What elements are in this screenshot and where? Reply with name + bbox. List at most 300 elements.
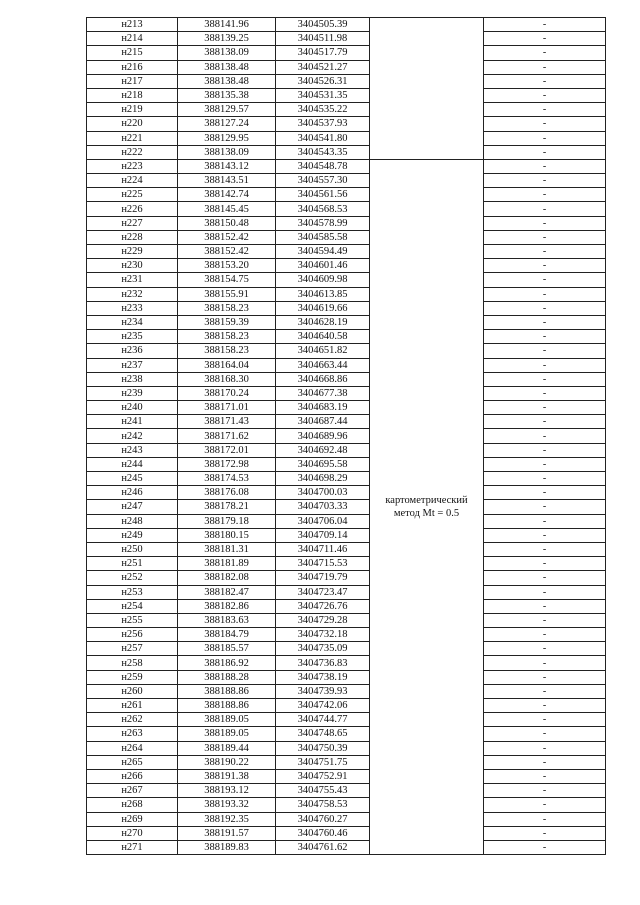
- error-cell: -: [484, 642, 606, 656]
- table-row: [87, 32, 606, 46]
- method-accuracy: метод Mt = 0.5: [393, 507, 460, 519]
- x-coordinate-cell: 388189.44: [178, 741, 276, 755]
- table-row: [87, 599, 606, 613]
- error-cell: -: [484, 585, 606, 599]
- y-coordinate-cell: 3404677.38: [276, 386, 370, 400]
- y-coordinate-cell: 3404511.98: [276, 32, 370, 46]
- x-coordinate-cell: 388189.05: [178, 713, 276, 727]
- table-row: [87, 131, 606, 145]
- error-cell: -: [484, 514, 606, 528]
- point-name-cell: н230: [87, 259, 178, 273]
- error-cell: -: [484, 188, 606, 202]
- x-coordinate-cell: 388152.42: [178, 245, 276, 259]
- y-coordinate-cell: 3404709.14: [276, 528, 370, 542]
- error-cell: -: [484, 60, 606, 74]
- x-coordinate-cell: 388184.79: [178, 628, 276, 642]
- x-coordinate-cell: 388138.48: [178, 60, 276, 74]
- x-coordinate-cell: 388180.15: [178, 528, 276, 542]
- table-row: [87, 755, 606, 769]
- method-cell-empty: [370, 18, 484, 160]
- error-cell: -: [484, 542, 606, 556]
- y-coordinate-cell: 3404735.09: [276, 642, 370, 656]
- point-name-cell: н238: [87, 372, 178, 386]
- point-name-cell: н244: [87, 457, 178, 471]
- table-row: [87, 401, 606, 415]
- x-coordinate-cell: 388142.74: [178, 188, 276, 202]
- x-coordinate-cell: 388138.09: [178, 46, 276, 60]
- table-row: [87, 784, 606, 798]
- error-cell: -: [484, 386, 606, 400]
- y-coordinate-cell: 3404750.39: [276, 741, 370, 755]
- x-coordinate-cell: 388129.57: [178, 103, 276, 117]
- x-coordinate-cell: 388154.75: [178, 273, 276, 287]
- point-name-cell: н213: [87, 18, 178, 32]
- point-name-cell: н257: [87, 642, 178, 656]
- y-coordinate-cell: 3404683.19: [276, 401, 370, 415]
- table-row: [87, 386, 606, 400]
- error-cell: -: [484, 315, 606, 329]
- error-cell: -: [484, 812, 606, 826]
- x-coordinate-cell: 388172.01: [178, 443, 276, 457]
- point-name-cell: н242: [87, 429, 178, 443]
- table-row: [87, 287, 606, 301]
- error-cell: -: [484, 727, 606, 741]
- point-name-cell: н251: [87, 557, 178, 571]
- error-cell: -: [484, 415, 606, 429]
- table-row: [87, 259, 606, 273]
- point-name-cell: н256: [87, 628, 178, 642]
- point-name-cell: н217: [87, 74, 178, 88]
- point-name-cell: н234: [87, 315, 178, 329]
- x-coordinate-cell: 388189.83: [178, 840, 276, 854]
- point-name-cell: н259: [87, 670, 178, 684]
- error-cell: -: [484, 599, 606, 613]
- table-row: [87, 613, 606, 627]
- y-coordinate-cell: 3404609.98: [276, 273, 370, 287]
- table-row: [87, 840, 606, 854]
- point-name-cell: н233: [87, 301, 178, 315]
- x-coordinate-cell: 388145.45: [178, 202, 276, 216]
- x-coordinate-cell: 388193.12: [178, 784, 276, 798]
- y-coordinate-cell: 3404537.93: [276, 117, 370, 131]
- point-name-cell: н227: [87, 216, 178, 230]
- x-coordinate-cell: 388188.86: [178, 684, 276, 698]
- table-row: [87, 315, 606, 329]
- table-row: [87, 500, 606, 514]
- y-coordinate-cell: 3404706.04: [276, 514, 370, 528]
- table-row: [87, 557, 606, 571]
- y-coordinate-cell: 3404628.19: [276, 315, 370, 329]
- y-coordinate-cell: 3404557.30: [276, 174, 370, 188]
- error-cell: -: [484, 287, 606, 301]
- y-coordinate-cell: 3404692.48: [276, 443, 370, 457]
- x-coordinate-cell: 388158.23: [178, 344, 276, 358]
- error-cell: -: [484, 103, 606, 117]
- point-name-cell: н247: [87, 500, 178, 514]
- point-name-cell: н223: [87, 159, 178, 173]
- point-name-cell: н248: [87, 514, 178, 528]
- error-cell: -: [484, 528, 606, 542]
- error-cell: -: [484, 699, 606, 713]
- point-name-cell: н262: [87, 713, 178, 727]
- table-row: [87, 358, 606, 372]
- error-cell: -: [484, 18, 606, 32]
- error-cell: -: [484, 202, 606, 216]
- error-cell: -: [484, 500, 606, 514]
- y-coordinate-cell: 3404505.39: [276, 18, 370, 32]
- point-name-cell: н255: [87, 613, 178, 627]
- y-coordinate-cell: 3404732.18: [276, 628, 370, 642]
- table-row: [87, 372, 606, 386]
- y-coordinate-cell: 3404535.22: [276, 103, 370, 117]
- x-coordinate-cell: 388190.22: [178, 755, 276, 769]
- error-cell: -: [484, 741, 606, 755]
- table-row: [87, 642, 606, 656]
- x-coordinate-cell: 388143.51: [178, 174, 276, 188]
- table-row: [87, 273, 606, 287]
- y-coordinate-cell: 3404744.77: [276, 713, 370, 727]
- y-coordinate-cell: 3404761.62: [276, 840, 370, 854]
- x-coordinate-cell: 388172.98: [178, 457, 276, 471]
- table-row: [87, 245, 606, 259]
- y-coordinate-cell: 3404594.49: [276, 245, 370, 259]
- y-coordinate-cell: 3404651.82: [276, 344, 370, 358]
- point-name-cell: н267: [87, 784, 178, 798]
- table-row: [87, 60, 606, 74]
- point-name-cell: н224: [87, 174, 178, 188]
- point-name-cell: н216: [87, 60, 178, 74]
- error-cell: -: [484, 88, 606, 102]
- point-name-cell: н229: [87, 245, 178, 259]
- error-cell: -: [484, 344, 606, 358]
- table-row: [87, 812, 606, 826]
- table-row: [87, 684, 606, 698]
- point-name-cell: н252: [87, 571, 178, 585]
- error-cell: -: [484, 301, 606, 315]
- error-cell: -: [484, 840, 606, 854]
- table-row: [87, 344, 606, 358]
- coordinates-table-body: [87, 18, 606, 855]
- table-row: [87, 699, 606, 713]
- table-row: [87, 429, 606, 443]
- method-cell: [370, 159, 484, 854]
- y-coordinate-cell: 3404700.03: [276, 486, 370, 500]
- x-coordinate-cell: 388182.47: [178, 585, 276, 599]
- table-row: [87, 230, 606, 244]
- x-coordinate-cell: 388171.01: [178, 401, 276, 415]
- point-name-cell: н235: [87, 330, 178, 344]
- table-row: [87, 472, 606, 486]
- y-coordinate-cell: 3404517.79: [276, 46, 370, 60]
- point-name-cell: н249: [87, 528, 178, 542]
- table-row: [87, 670, 606, 684]
- error-cell: -: [484, 330, 606, 344]
- error-cell: -: [484, 798, 606, 812]
- x-coordinate-cell: 388164.04: [178, 358, 276, 372]
- x-coordinate-cell: 388171.62: [178, 429, 276, 443]
- y-coordinate-cell: 3404663.44: [276, 358, 370, 372]
- table-row: [87, 103, 606, 117]
- error-cell: -: [484, 372, 606, 386]
- method-name: картометрический: [385, 494, 468, 506]
- error-cell: -: [484, 457, 606, 471]
- error-cell: -: [484, 628, 606, 642]
- y-coordinate-cell: 3404689.96: [276, 429, 370, 443]
- table-row: [87, 542, 606, 556]
- y-coordinate-cell: 3404640.58: [276, 330, 370, 344]
- error-cell: -: [484, 159, 606, 173]
- x-coordinate-cell: 388181.89: [178, 557, 276, 571]
- table-row: [87, 457, 606, 471]
- point-name-cell: н225: [87, 188, 178, 202]
- x-coordinate-cell: 388138.09: [178, 145, 276, 159]
- error-cell: -: [484, 486, 606, 500]
- error-cell: -: [484, 216, 606, 230]
- error-cell: -: [484, 826, 606, 840]
- error-cell: -: [484, 32, 606, 46]
- point-name-cell: н269: [87, 812, 178, 826]
- x-coordinate-cell: 388158.23: [178, 330, 276, 344]
- table-row: [87, 188, 606, 202]
- table-row: [87, 826, 606, 840]
- table-row: [87, 18, 606, 32]
- coordinates-table: [86, 17, 606, 855]
- point-name-cell: н270: [87, 826, 178, 840]
- error-cell: -: [484, 145, 606, 159]
- x-coordinate-cell: 388135.38: [178, 88, 276, 102]
- x-coordinate-cell: 388189.05: [178, 727, 276, 741]
- table-row: [87, 727, 606, 741]
- table-row: [87, 585, 606, 599]
- y-coordinate-cell: 3404729.28: [276, 613, 370, 627]
- point-name-cell: н250: [87, 542, 178, 556]
- point-name-cell: н220: [87, 117, 178, 131]
- error-cell: -: [484, 273, 606, 287]
- point-name-cell: н237: [87, 358, 178, 372]
- y-coordinate-cell: 3404738.19: [276, 670, 370, 684]
- point-name-cell: н231: [87, 273, 178, 287]
- table-row: [87, 415, 606, 429]
- point-name-cell: н232: [87, 287, 178, 301]
- table-row: [87, 656, 606, 670]
- point-name-cell: н268: [87, 798, 178, 812]
- error-cell: -: [484, 259, 606, 273]
- x-coordinate-cell: 388186.92: [178, 656, 276, 670]
- x-coordinate-cell: 388174.53: [178, 472, 276, 486]
- x-coordinate-cell: 388159.39: [178, 315, 276, 329]
- x-coordinate-cell: 388150.48: [178, 216, 276, 230]
- x-coordinate-cell: 388182.08: [178, 571, 276, 585]
- table-row: [87, 159, 606, 173]
- error-cell: -: [484, 230, 606, 244]
- error-cell: -: [484, 117, 606, 131]
- x-coordinate-cell: 388192.35: [178, 812, 276, 826]
- error-cell: -: [484, 571, 606, 585]
- x-coordinate-cell: 388181.31: [178, 542, 276, 556]
- point-name-cell: н222: [87, 145, 178, 159]
- x-coordinate-cell: 388176.08: [178, 486, 276, 500]
- point-name-cell: н239: [87, 386, 178, 400]
- error-cell: -: [484, 74, 606, 88]
- table-row: [87, 514, 606, 528]
- x-coordinate-cell: 388188.86: [178, 699, 276, 713]
- point-name-cell: н219: [87, 103, 178, 117]
- x-coordinate-cell: 388182.86: [178, 599, 276, 613]
- point-name-cell: н236: [87, 344, 178, 358]
- error-cell: -: [484, 131, 606, 145]
- point-name-cell: н226: [87, 202, 178, 216]
- point-name-cell: н218: [87, 88, 178, 102]
- y-coordinate-cell: 3404526.31: [276, 74, 370, 88]
- x-coordinate-cell: 388158.23: [178, 301, 276, 315]
- table-row: [87, 443, 606, 457]
- point-name-cell: н261: [87, 699, 178, 713]
- error-cell: -: [484, 174, 606, 188]
- error-cell: -: [484, 784, 606, 798]
- y-coordinate-cell: 3404752.91: [276, 769, 370, 783]
- table-row: [87, 741, 606, 755]
- point-name-cell: н263: [87, 727, 178, 741]
- table-row: [87, 769, 606, 783]
- error-cell: -: [484, 713, 606, 727]
- error-cell: -: [484, 613, 606, 627]
- point-name-cell: н240: [87, 401, 178, 415]
- error-cell: -: [484, 684, 606, 698]
- x-coordinate-cell: 388188.28: [178, 670, 276, 684]
- y-coordinate-cell: 3404723.47: [276, 585, 370, 599]
- x-coordinate-cell: 388155.91: [178, 287, 276, 301]
- error-cell: -: [484, 670, 606, 684]
- y-coordinate-cell: 3404715.53: [276, 557, 370, 571]
- x-coordinate-cell: 388185.57: [178, 642, 276, 656]
- coordinates-sheet: [86, 17, 606, 855]
- table-row: [87, 117, 606, 131]
- error-cell: -: [484, 443, 606, 457]
- point-name-cell: н221: [87, 131, 178, 145]
- y-coordinate-cell: 3404703.33: [276, 500, 370, 514]
- x-coordinate-cell: 388129.95: [178, 131, 276, 145]
- point-name-cell: н264: [87, 741, 178, 755]
- point-name-cell: н228: [87, 230, 178, 244]
- y-coordinate-cell: 3404758.53: [276, 798, 370, 812]
- point-name-cell: н254: [87, 599, 178, 613]
- y-coordinate-cell: 3404760.27: [276, 812, 370, 826]
- y-coordinate-cell: 3404698.29: [276, 472, 370, 486]
- x-coordinate-cell: 388191.57: [178, 826, 276, 840]
- y-coordinate-cell: 3404568.53: [276, 202, 370, 216]
- error-cell: -: [484, 429, 606, 443]
- point-name-cell: н265: [87, 755, 178, 769]
- x-coordinate-cell: 388152.42: [178, 230, 276, 244]
- point-name-cell: н243: [87, 443, 178, 457]
- x-coordinate-cell: 388179.18: [178, 514, 276, 528]
- y-coordinate-cell: 3404561.56: [276, 188, 370, 202]
- error-cell: -: [484, 245, 606, 259]
- table-row: [87, 174, 606, 188]
- error-cell: -: [484, 557, 606, 571]
- point-name-cell: н271: [87, 840, 178, 854]
- point-name-cell: н245: [87, 472, 178, 486]
- y-coordinate-cell: 3404739.93: [276, 684, 370, 698]
- y-coordinate-cell: 3404543.35: [276, 145, 370, 159]
- x-coordinate-cell: 388141.96: [178, 18, 276, 32]
- x-coordinate-cell: 388193.32: [178, 798, 276, 812]
- table-row: [87, 202, 606, 216]
- point-name-cell: н266: [87, 769, 178, 783]
- y-coordinate-cell: 3404668.86: [276, 372, 370, 386]
- table-row: [87, 798, 606, 812]
- y-coordinate-cell: 3404748.65: [276, 727, 370, 741]
- y-coordinate-cell: 3404742.06: [276, 699, 370, 713]
- error-cell: -: [484, 358, 606, 372]
- error-cell: -: [484, 401, 606, 415]
- x-coordinate-cell: 388178.21: [178, 500, 276, 514]
- error-cell: -: [484, 472, 606, 486]
- x-coordinate-cell: 388168.30: [178, 372, 276, 386]
- y-coordinate-cell: 3404619.66: [276, 301, 370, 315]
- x-coordinate-cell: 388170.24: [178, 386, 276, 400]
- table-row: [87, 330, 606, 344]
- table-row: [87, 216, 606, 230]
- error-cell: -: [484, 769, 606, 783]
- x-coordinate-cell: 388139.25: [178, 32, 276, 46]
- y-coordinate-cell: 3404760.46: [276, 826, 370, 840]
- y-coordinate-cell: 3404541.80: [276, 131, 370, 145]
- x-coordinate-cell: 388127.24: [178, 117, 276, 131]
- x-coordinate-cell: 388138.48: [178, 74, 276, 88]
- y-coordinate-cell: 3404521.27: [276, 60, 370, 74]
- x-coordinate-cell: 388153.20: [178, 259, 276, 273]
- table-row: [87, 628, 606, 642]
- y-coordinate-cell: 3404601.46: [276, 259, 370, 273]
- y-coordinate-cell: 3404687.44: [276, 415, 370, 429]
- y-coordinate-cell: 3404751.75: [276, 755, 370, 769]
- point-name-cell: н253: [87, 585, 178, 599]
- y-coordinate-cell: 3404719.79: [276, 571, 370, 585]
- error-cell: -: [484, 656, 606, 670]
- table-row: [87, 713, 606, 727]
- table-row: [87, 486, 606, 500]
- y-coordinate-cell: 3404726.76: [276, 599, 370, 613]
- point-name-cell: н215: [87, 46, 178, 60]
- y-coordinate-cell: 3404548.78: [276, 159, 370, 173]
- x-coordinate-cell: 388183.63: [178, 613, 276, 627]
- point-name-cell: н241: [87, 415, 178, 429]
- error-cell: -: [484, 755, 606, 769]
- table-row: [87, 88, 606, 102]
- y-coordinate-cell: 3404613.85: [276, 287, 370, 301]
- y-coordinate-cell: 3404695.58: [276, 457, 370, 471]
- x-coordinate-cell: 388191.38: [178, 769, 276, 783]
- table-row: [87, 145, 606, 159]
- y-coordinate-cell: 3404711.46: [276, 542, 370, 556]
- y-coordinate-cell: 3404755.43: [276, 784, 370, 798]
- point-name-cell: н260: [87, 684, 178, 698]
- table-row: [87, 528, 606, 542]
- point-name-cell: н246: [87, 486, 178, 500]
- x-coordinate-cell: 388143.12: [178, 159, 276, 173]
- y-coordinate-cell: 3404585.58: [276, 230, 370, 244]
- error-cell: -: [484, 46, 606, 60]
- table-row: [87, 74, 606, 88]
- y-coordinate-cell: 3404736.83: [276, 656, 370, 670]
- y-coordinate-cell: 3404531.35: [276, 88, 370, 102]
- y-coordinate-cell: 3404578.99: [276, 216, 370, 230]
- x-coordinate-cell: 388171.43: [178, 415, 276, 429]
- point-name-cell: н258: [87, 656, 178, 670]
- table-row: [87, 46, 606, 60]
- table-row: [87, 301, 606, 315]
